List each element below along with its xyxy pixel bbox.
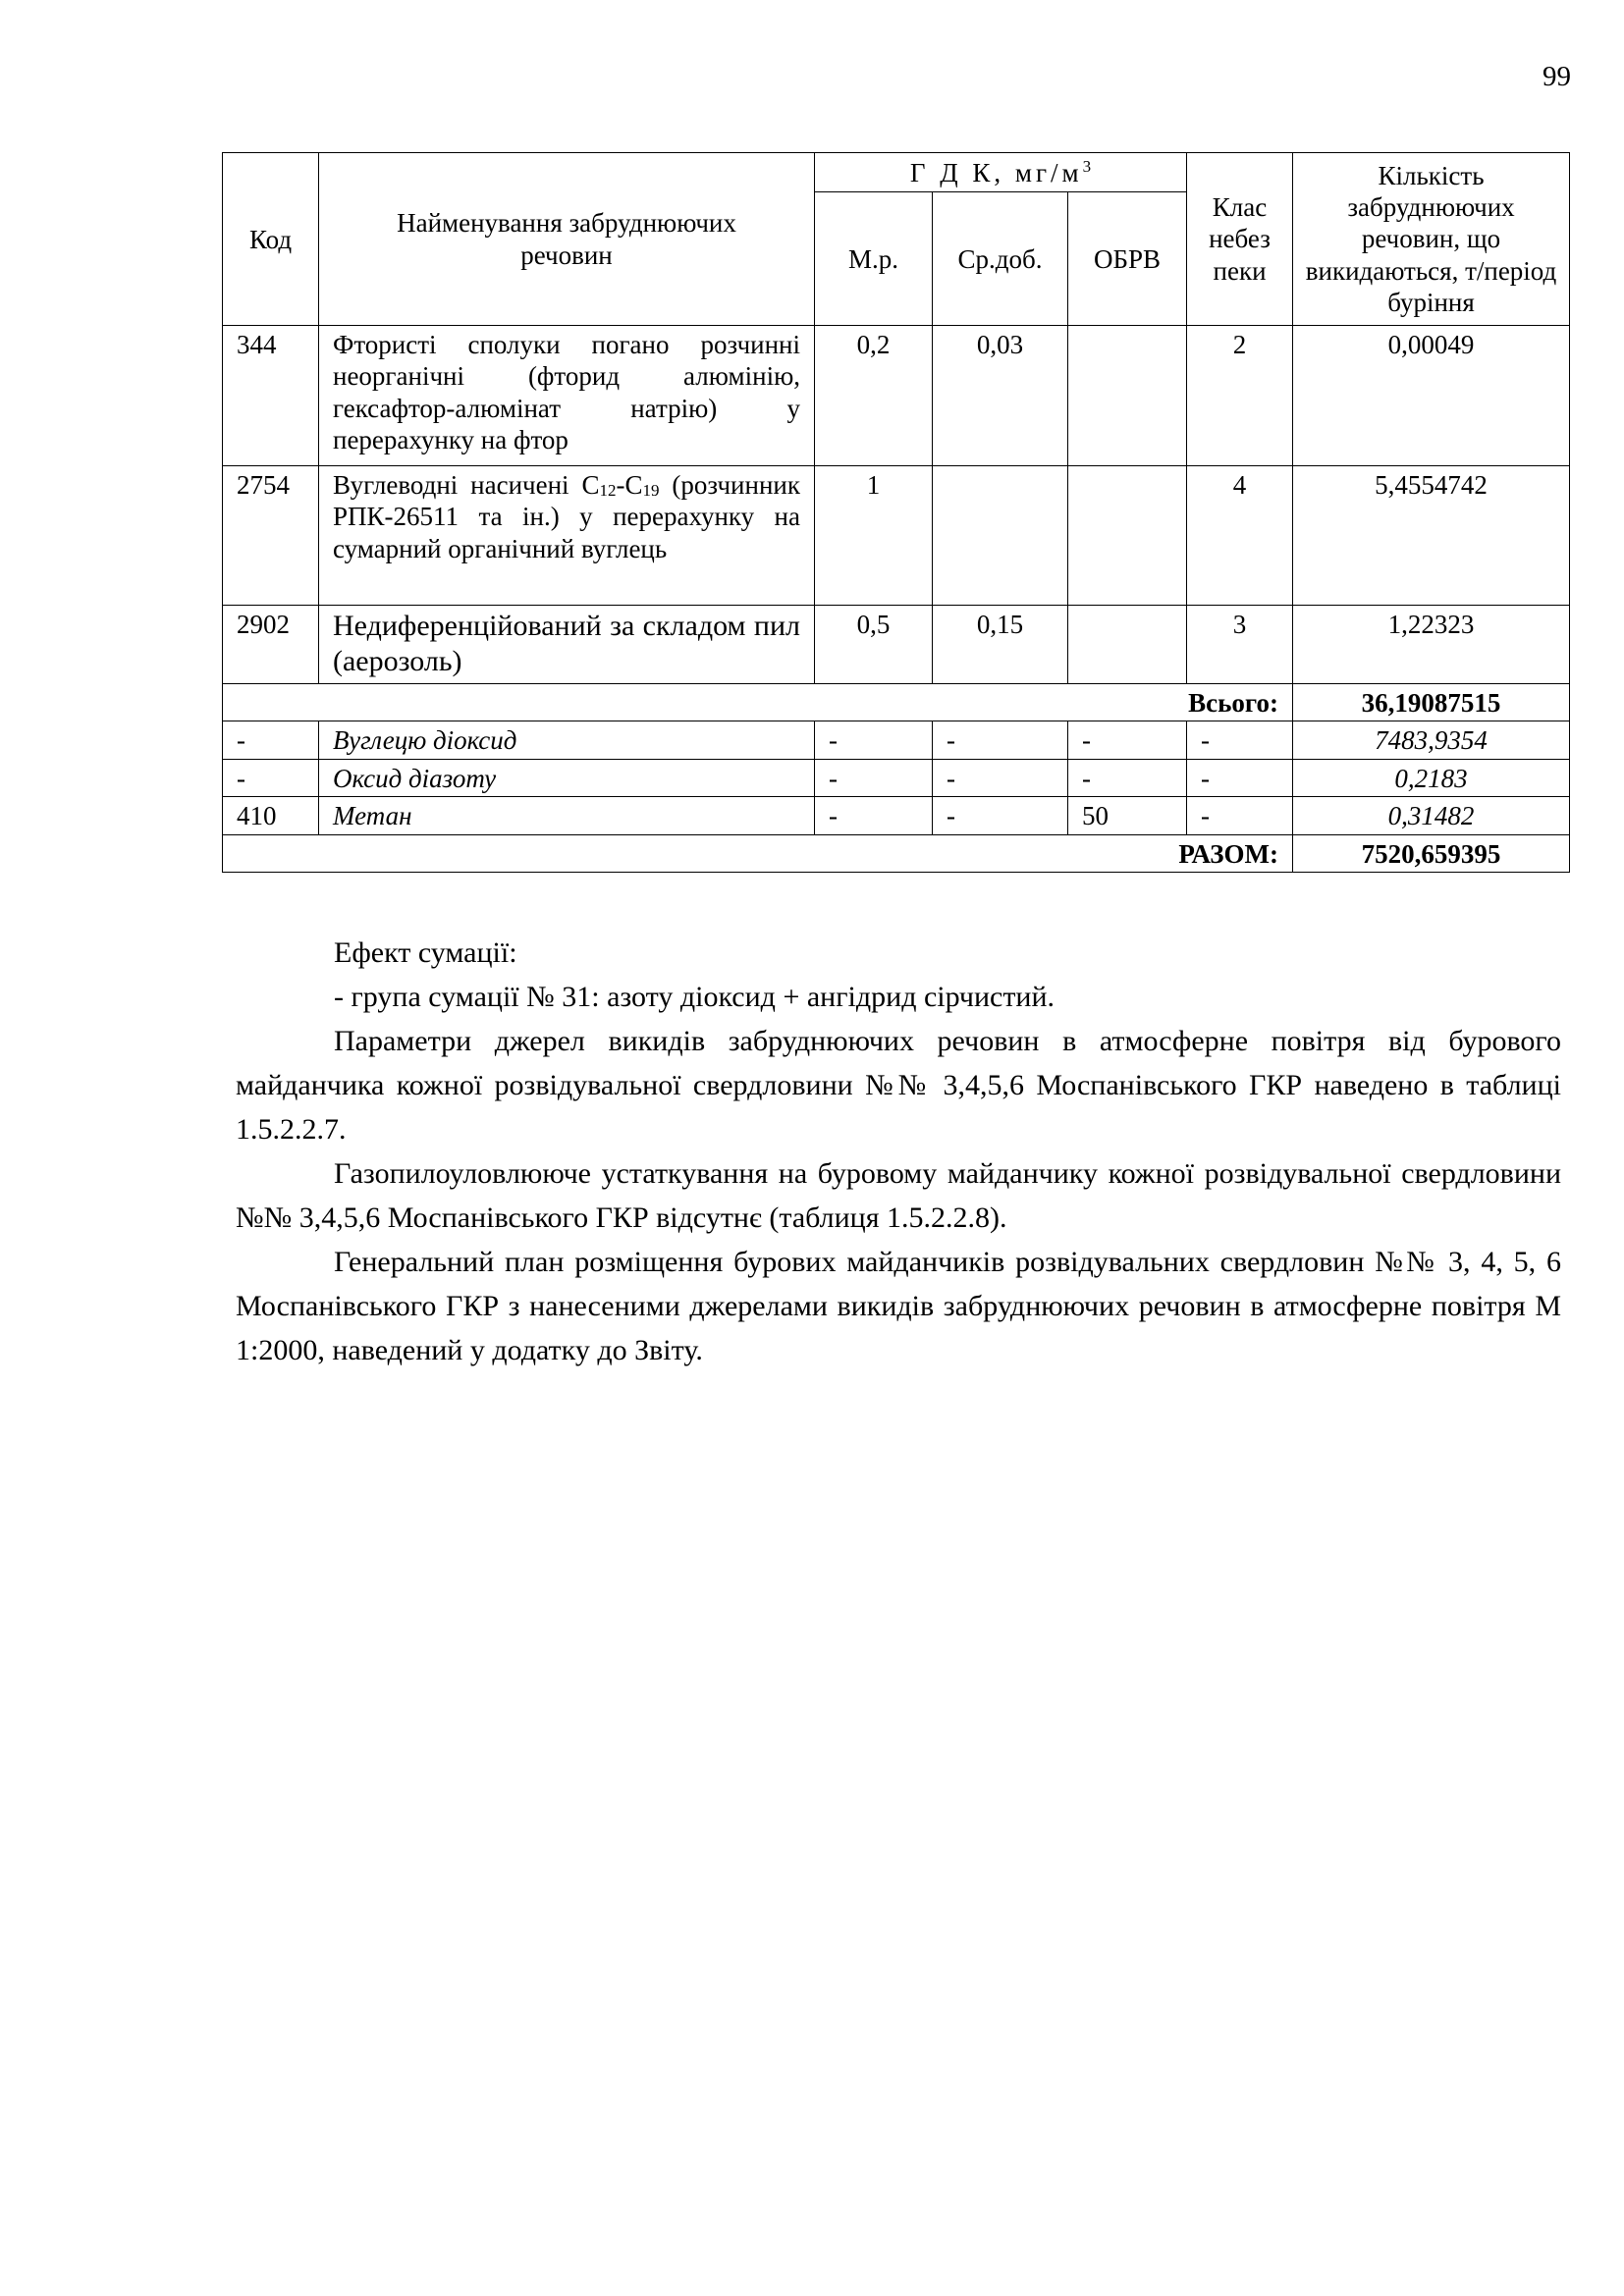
cell-code: - (223, 721, 319, 759)
cell-hazard-class: - (1187, 759, 1293, 796)
cell-mr: - (815, 797, 933, 834)
cell-srdob: - (933, 721, 1068, 759)
header-name: Найменування забруднюючих речовин (319, 153, 815, 326)
cell-quantity: 0,2183 (1293, 759, 1570, 796)
cell-name: Фтористі сполуки погано розчинні неорганічні (фторид алюмінію, гексафтор-алюмінат натрію) у перерахунку на фтор (319, 326, 815, 466)
table-row (223, 606, 1570, 684)
cell-hazard-class: 4 (1187, 466, 1293, 606)
table-row (223, 721, 1570, 759)
paragraph: Генеральний план розміщення бурових майданчиків розвідувальних свердловин №№ 3, 4, 5, 6 Моспанівського ГКР з нанесеними джерелами викидів забруднюючих речовин в атмосферне повітря М 1:2000, наведений у додатку до Звіту. (236, 1246, 1561, 1366)
cell-obrv: 50 (1068, 797, 1187, 834)
subtotal-row (223, 684, 1570, 721)
cell-name: Оксид діазоту (319, 759, 815, 796)
cell-quantity: 5,4554742 (1293, 466, 1570, 606)
total-value: 7520,659395 (1293, 834, 1570, 872)
cell-name-part: (розчинник РПК-26511 та ін.) у перерахунку на сумарний органічний вуглець (333, 470, 800, 563)
cell-srdob: 0,15 (933, 606, 1068, 684)
cell-mr: - (815, 721, 933, 759)
cell-hazard-class: 2 (1187, 326, 1293, 466)
cell-srdob: 0,03 (933, 326, 1068, 466)
body-text (236, 931, 1561, 1372)
header-hazard-class: Клас небез пеки (1187, 153, 1293, 326)
emissions-table (222, 152, 1570, 873)
cell-code: 2754 (223, 466, 319, 606)
cell-obrv (1068, 466, 1187, 606)
table-row (223, 326, 1570, 466)
table-header-row (223, 153, 1570, 192)
cell-name: Вуглецю діоксид (319, 721, 815, 759)
cell-name-part: -С (616, 470, 643, 500)
subtotal-label: Всього: (223, 684, 1293, 721)
header-gdk-unit-sup: 3 (1082, 156, 1092, 176)
cell-obrv (1068, 606, 1187, 684)
cell-quantity: 0,00049 (1293, 326, 1570, 466)
paragraph: - група сумації № 31: азоту діоксид + ангідрид сірчистий. (334, 981, 1056, 1013)
cell-srdob: - (933, 797, 1068, 834)
paragraph: Ефект сумації: (334, 936, 517, 969)
cell-name: Метан (319, 797, 815, 834)
cell-name-part: Вуглеводні насичені С (333, 470, 600, 500)
cell-quantity: 0,31482 (1293, 797, 1570, 834)
cell-quantity: 1,22323 (1293, 606, 1570, 684)
header-code: Код (223, 153, 319, 326)
cell-obrv: - (1068, 721, 1187, 759)
cell-code: 410 (223, 797, 319, 834)
cell-code: - (223, 759, 319, 796)
cell-hazard-class: - (1187, 721, 1293, 759)
cell-mr: 0,5 (815, 606, 933, 684)
paragraph: Газопилоуловлюючe устаткування на буровому майданчику кожної розвідувальної свердловини №№ 3,4,5,6 Моспанівського ГКР відсутнє (таблиця 1.5.2.2.8). (236, 1157, 1561, 1234)
header-gdk-label: Г Д К, мг/м (909, 157, 1083, 187)
cell-quantity: 7483,9354 (1293, 721, 1570, 759)
table-row (223, 797, 1570, 834)
cell-obrv: - (1068, 759, 1187, 796)
total-label: РАЗОМ: (223, 834, 1293, 872)
header-quantity: Кількість забруднюючих речовин, що викидаються, т/період буріння (1293, 153, 1570, 326)
cell-name: Недиференційований за складом пил (аерозоль) (319, 606, 815, 684)
cell-mr: 1 (815, 466, 933, 606)
subtotal-value: 36,19087515 (1293, 684, 1570, 721)
header-mr: М.р. (815, 192, 933, 326)
cell-srdob (933, 466, 1068, 606)
cell-name-subscript: 19 (642, 481, 660, 500)
cell-code: 344 (223, 326, 319, 466)
table-row (223, 466, 1570, 606)
header-obrv: ОБРВ (1068, 192, 1187, 326)
cell-mr: 0,2 (815, 326, 933, 466)
cell-srdob: - (933, 759, 1068, 796)
cell-name (319, 466, 815, 606)
cell-obrv (1068, 326, 1187, 466)
total-row (223, 834, 1570, 872)
cell-name-subscript: 12 (599, 481, 617, 500)
table-row (223, 759, 1570, 796)
cell-mr: - (815, 759, 933, 796)
cell-hazard-class: - (1187, 797, 1293, 834)
header-gdk (815, 153, 1187, 192)
header-srdob: Ср.доб. (933, 192, 1068, 326)
cell-code: 2902 (223, 606, 319, 684)
paragraph: Параметри джерел викидів забруднюючих речовин в атмосферне повітря від бурового майданчика кожної розвідувальної свердловини №№ 3,4,5,6 Моспанівського ГКР наведено в таблиці 1.5.2.2.7. (236, 1025, 1561, 1146)
page-number: 99 (1543, 61, 1571, 92)
cell-hazard-class: 3 (1187, 606, 1293, 684)
